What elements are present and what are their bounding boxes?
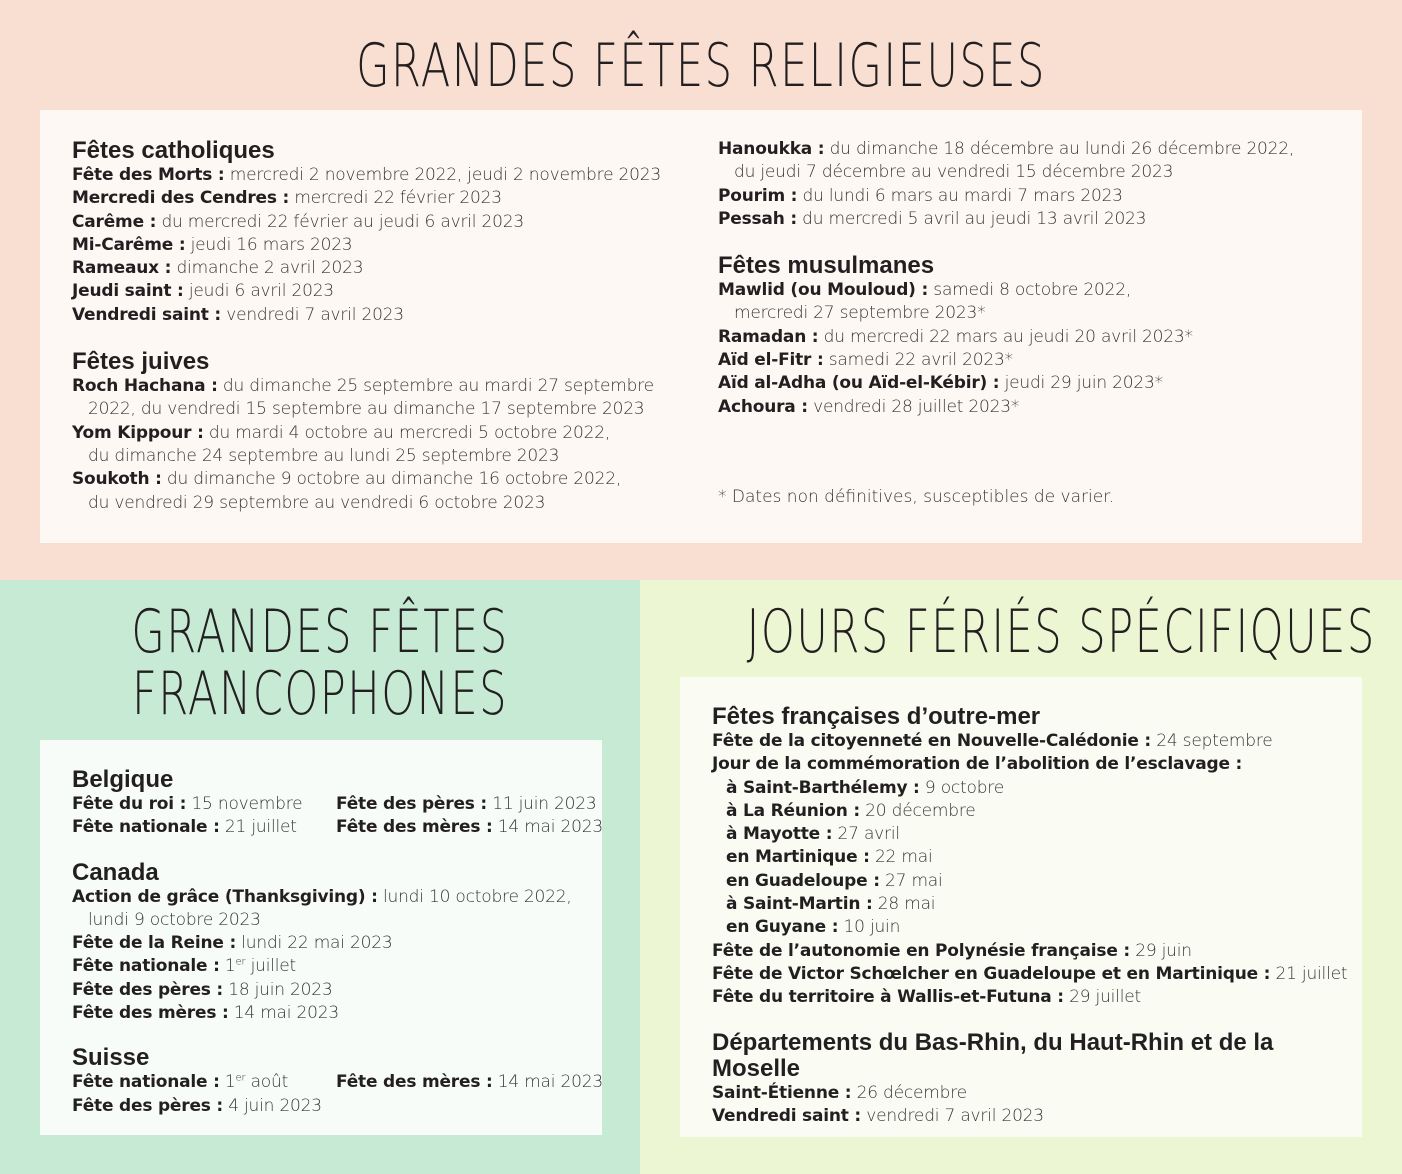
switzerland-heading: Suisse xyxy=(72,1044,150,1072)
religious-section xyxy=(0,0,1402,580)
jewish-heading: Fêtes juives xyxy=(72,348,210,376)
list-item: Fête du roi : 15 novembre xyxy=(72,794,303,814)
religious-left-column xyxy=(72,138,661,515)
list-item: Yom Kippour : du mardi 4 octobre au mercredi 5 octobre 2022, du dimanche 24 septembre au lundi 25 septembre 2023 xyxy=(72,422,611,466)
list-item: Fête de la Reine : lundi 22 mai 2023 xyxy=(72,933,393,954)
list-item: Fête des mères : 14 mai 2023 xyxy=(72,1003,339,1024)
jewish-list xyxy=(72,375,661,515)
list-item: Ramadan : du mercredi 22 mars au jeudi 20 avril 2023* xyxy=(718,326,1193,347)
religious-right-column xyxy=(718,138,1294,419)
catholic-list xyxy=(72,164,661,327)
list-item: en Guyane : 10 juin xyxy=(726,917,901,938)
francophone-box xyxy=(40,740,602,1135)
religious-box xyxy=(40,110,1362,543)
list-item: Mercredi des Cendres : mercredi 22 février 2023 xyxy=(72,188,502,209)
jewish-list-continued xyxy=(718,138,1294,231)
list-item: Saint-Étienne : 26 décembre xyxy=(712,1082,967,1103)
alsace-moselle-list xyxy=(712,1082,1362,1129)
abolition-list xyxy=(712,777,1362,940)
list-item: Fête de l’autonomie en Polynésie française : 29 juin xyxy=(712,940,1192,961)
list-item: Fête des mères : 14 mai 2023 xyxy=(336,817,603,838)
list-item: Fête des mères : 14 mai 2023 xyxy=(336,1072,603,1093)
list-item: Pessah : du mercredi 5 avril au jeudi 13 avril 2023 xyxy=(718,208,1147,229)
list-item: à Saint-Barthélemy : 9 octobre xyxy=(726,777,1004,798)
muslim-heading: Fêtes musulmanes xyxy=(718,252,935,280)
list-item: à Mayotte : 27 avril xyxy=(726,824,900,845)
list-item: Carême : du mercredi 22 février au jeudi 6 avril 2023 xyxy=(72,211,524,232)
list-item: Jour de la commémoration de l’abolition de l’esclavage : xyxy=(712,754,1243,775)
switzerland-list xyxy=(72,1071,603,1118)
list-item: Achoura : vendredi 28 juillet 2023* xyxy=(718,396,1020,417)
list-item: Fête nationale : 1er août xyxy=(72,1072,289,1093)
francophone-title-line1: GRANDES FÊTES xyxy=(131,597,509,667)
list-item: Vendredi saint : vendredi 7 avril 2023 xyxy=(712,1105,1044,1126)
overseas-other-list xyxy=(712,940,1362,1010)
list-item: Fête des pères : 4 juin 2023 xyxy=(72,1095,322,1116)
list-item: Fête nationale : 21 juillet xyxy=(72,817,297,838)
list-item: Vendredi saint : vendredi 7 avril 2023 xyxy=(72,304,404,325)
list-item: Fête de la citoyenneté en Nouvelle-Calédonie : 24 septembre xyxy=(712,731,1273,751)
list-item: Mi-Carême : jeudi 16 mars 2023 xyxy=(72,234,353,255)
canada-list xyxy=(72,886,592,1026)
francophone-column xyxy=(72,766,603,1118)
list-item: Action de grâce (Thanksgiving) : lundi 10 octobre 2022, lundi 9 octobre 2023 xyxy=(72,886,572,930)
list-item: Mawlid (ou Mouloud) : samedi 8 octobre 2022, mercredi 27 septembre 2023* xyxy=(718,280,1132,324)
overseas-heading: Fêtes françaises d’outre-mer xyxy=(712,703,1041,730)
list-item: Roch Hachana : du dimanche 25 septembre au mardi 27 septembre 2022, du vendredi 15 septembre au dimanche 17 septembre 2023 xyxy=(72,376,654,420)
list-item: Hanoukka : du dimanche 18 décembre au lundi 26 décembre 2022, du jeudi 7 décembre au vendredi 15 décembre 2023 xyxy=(718,139,1295,183)
list-item: à Saint-Martin : 28 mai xyxy=(726,894,936,915)
alsace-moselle-heading: Départements du Bas-Rhin, du Haut-Rhin et de la Moselle xyxy=(712,1028,1274,1082)
canada-heading: Canada xyxy=(72,858,159,886)
list-item: en Martinique : 22 mai xyxy=(726,847,933,868)
list-item: Fête du territoire à Wallis-et-Futuna : 29 juillet xyxy=(712,987,1141,1008)
list-item: Rameaux : dimanche 2 avril 2023 xyxy=(72,258,364,279)
specific-holidays-title: JOURS FÉRIÉS SPÉCIFIQUES xyxy=(746,597,1376,667)
list-item: Pourim : du lundi 6 mars au mardi 7 mars 2023 xyxy=(718,185,1123,206)
list-item: Aïd el-Fitr : samedi 22 avril 2023* xyxy=(718,350,1013,371)
list-item: Fête nationale : 1er juillet xyxy=(72,956,296,977)
specific-holidays-column xyxy=(712,704,1362,1128)
list-item: en Guadeloupe : 27 mai xyxy=(726,870,943,891)
specific-holidays-box xyxy=(680,677,1362,1137)
religious-title: GRANDES FÊTES RELIGIEUSES xyxy=(356,31,1046,101)
list-item: Aïd al-Adha (ou Aïd-el-Kébir) : jeudi 29 juin 2023* xyxy=(718,373,1163,394)
catholic-heading: Fêtes catholiques xyxy=(72,137,275,164)
list-item: à La Réunion : 20 décembre xyxy=(726,800,976,821)
list-item: Fête des pères : 18 juin 2023 xyxy=(72,979,333,1000)
list-item: Soukoth : du dimanche 9 octobre au dimanche 16 octobre 2022, du vendredi 29 septembre au vendredi 6 octobre 2023 xyxy=(72,469,622,513)
list-item: Fête des Morts : mercredi 2 novembre 2022, jeudi 2 novembre 2023 xyxy=(72,165,661,185)
belgium-list xyxy=(72,793,603,840)
list-item: Fête de Victor Schœlcher en Guadeloupe et en Martinique : 21 juillet xyxy=(712,963,1348,984)
list-item: Jeudi saint : jeudi 6 avril 2023 xyxy=(72,281,334,302)
list-item: Fête des pères : 11 juin 2023 xyxy=(336,794,597,814)
footnote: * Dates non définitives, susceptibles de varier. xyxy=(718,487,1115,507)
francophone-title-line2: FRANCOPHONES xyxy=(131,659,508,729)
muslim-list xyxy=(718,279,1294,419)
belgium-heading: Belgique xyxy=(72,766,174,793)
